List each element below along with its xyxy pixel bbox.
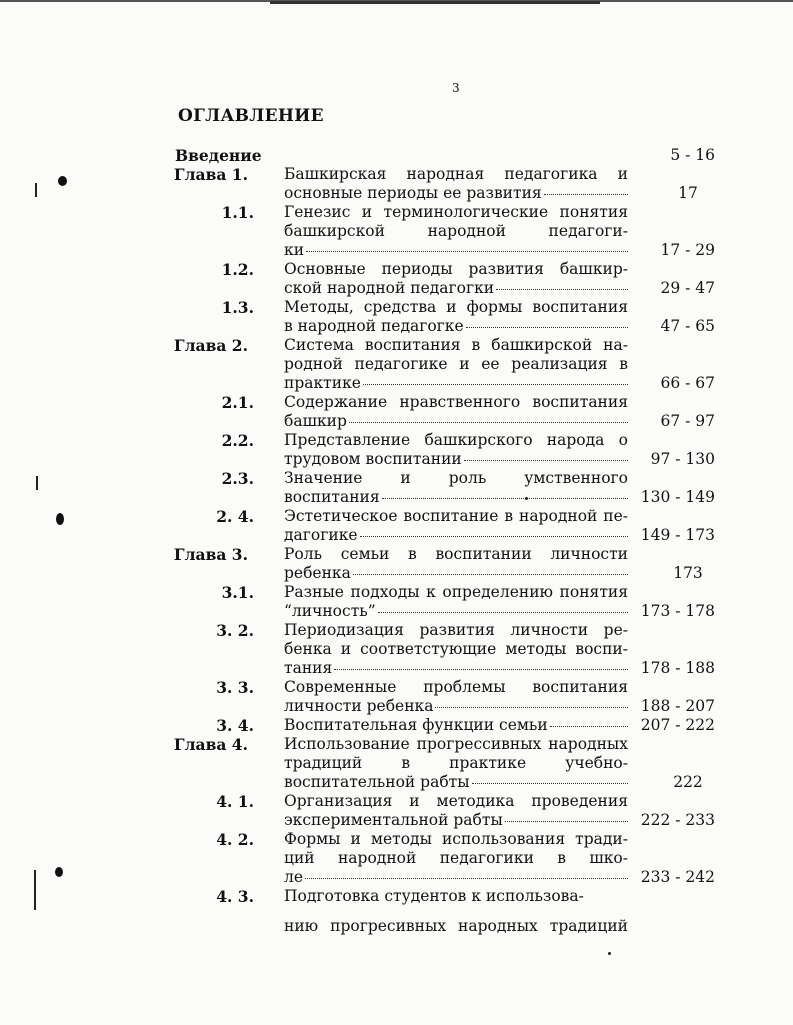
continuation-line: нию прогресивных народных традиций	[284, 917, 628, 935]
toc-entry	[0, 830, 793, 887]
toc-entry-label: 2. 4.	[216, 507, 254, 526]
toc-entry	[0, 716, 793, 735]
dot-leader	[363, 383, 628, 385]
toc-entry-label: Глава 2.	[173, 336, 248, 355]
toc-entry-label: 2.1.	[221, 393, 254, 412]
dot-leader	[334, 668, 628, 670]
toc-entry-label: 3. 2.	[216, 621, 254, 640]
toc-entry-pages: 17 - 29	[660, 241, 715, 259]
toc-entry-label: 3.1.	[221, 583, 254, 602]
toc-entry-text: Современные проблемы воспитания личности ребенка	[284, 678, 628, 715]
toc-entry	[0, 298, 793, 336]
toc-entry-pages: 222 - 233	[640, 811, 715, 829]
toc-entry-label: 2.2.	[221, 431, 254, 450]
toc-entry-pages: 222	[673, 773, 703, 791]
toc-entry	[0, 469, 793, 507]
toc-entry-pages: 5 - 16	[670, 146, 715, 164]
toc-entry-pages: 17	[678, 184, 698, 202]
speck	[608, 952, 611, 955]
scan-edge-mark	[270, 1, 600, 4]
toc-entry-pages: 29 - 47	[660, 279, 715, 297]
dot-leader	[360, 535, 628, 537]
dot-leader	[505, 820, 628, 822]
toc-entry-pages: 47 - 65	[660, 317, 715, 335]
page-number: 3	[452, 81, 460, 95]
toc-entry-text: Башкирская народная педагогика и основные периоды ее развития	[284, 165, 628, 202]
toc-entry	[0, 792, 793, 830]
toc-entry-text: Представление башкирского народа о трудовом воспитании	[284, 431, 628, 468]
toc-entry	[0, 203, 793, 260]
toc-entry-label: 4. 3.	[216, 887, 254, 906]
toc-entry-text	[284, 146, 628, 165]
toc-entry	[0, 735, 793, 792]
toc-entry	[0, 887, 793, 906]
toc-entry-text: Методы, средства и формы воспитания в народной педагогке	[284, 298, 628, 335]
toc-entry-pages: 178 - 188	[640, 659, 715, 677]
dot-leader	[305, 877, 628, 879]
toc-entry	[0, 583, 793, 621]
dot-leader	[544, 193, 628, 195]
toc-entry	[0, 621, 793, 678]
toc-entry-text: Периодизация развития личности ре- бенка и соответстующие методы воспи- тания	[284, 621, 628, 677]
table-of-contents	[0, 146, 793, 906]
toc-entry-pages: 130 - 149	[640, 488, 715, 506]
dot-leader	[306, 250, 628, 252]
toc-entry-pages: 207 - 222	[640, 716, 715, 734]
toc-entry-label: 1.2.	[221, 260, 254, 279]
toc-entry-label: 1.1.	[221, 203, 254, 222]
margin-mark	[35, 183, 37, 197]
toc-entry-pages: 173	[673, 564, 703, 582]
toc-entry-label: Введение	[175, 146, 262, 165]
toc-entry-label: 3. 3.	[216, 678, 254, 697]
dot-leader	[382, 497, 628, 499]
toc-entry-label: 4. 1.	[216, 792, 254, 811]
toc-entry-text: Содержание нравственного воспитания башкир	[284, 393, 628, 430]
toc-entry-text: Подготовка студентов к использова-	[284, 887, 584, 905]
toc-entry	[0, 393, 793, 431]
dot-leader	[464, 459, 628, 461]
toc-entry-text: Разные подходы к определению понятия “личность”	[284, 583, 628, 620]
toc-entry	[0, 507, 793, 545]
toc-entry-label: 3. 4.	[216, 716, 254, 735]
punch-hole-mark	[55, 867, 63, 877]
dot-leader	[472, 782, 628, 784]
punch-hole-mark	[58, 176, 67, 186]
toc-entry-pages: 233 - 242	[640, 868, 715, 886]
toc-entry	[0, 146, 793, 165]
toc-entry-pages: 173 - 178	[640, 602, 715, 620]
margin-mark	[34, 870, 36, 910]
toc-entry-text: Использование прогрессивных народных традиций в практике учебно- воспитательной рабты	[284, 735, 628, 791]
toc-entry-text: Формы и методы использования тради- ций народной педагогики в шко- ле	[284, 830, 628, 886]
toc-entry-label: Глава 3.	[173, 545, 248, 564]
toc-entry-text: Роль семьи в воспитании личности ребенка	[284, 545, 628, 582]
toc-entry-pages: 66 - 67	[660, 374, 715, 392]
toc-entry-label: 1.3.	[221, 298, 254, 317]
toc-entry-pages: 67 - 97	[660, 412, 715, 430]
toc-entry-pages: 188 - 207	[640, 697, 715, 715]
dot-leader	[353, 573, 628, 575]
dot-leader	[496, 288, 628, 290]
dot-leader	[466, 326, 628, 328]
toc-entry-label: Глава 4.	[173, 735, 248, 754]
toc-entry	[0, 260, 793, 298]
toc-entry-text: Организация и методика проведения экспериментальной рабты	[284, 792, 628, 829]
toc-entry-text: Значение и роль умственного воспитания	[284, 469, 628, 506]
toc-entry-text: Воспитательная функции семьи	[284, 716, 628, 735]
toc-entry	[0, 165, 793, 203]
punch-hole-mark	[56, 513, 64, 525]
toc-entry	[0, 678, 793, 716]
toc-entry-text: Эстетическое воспитание в народной пе- дагогике	[284, 507, 628, 544]
toc-entry	[0, 545, 793, 583]
speck	[525, 497, 528, 500]
toc-entry-text: Генезис и терминологические понятия башкирской народной педагоги- ки	[284, 203, 628, 259]
toc-entry	[0, 431, 793, 469]
toc-entry-pages: 97 - 130	[650, 450, 715, 468]
toc-entry-pages: 149 - 173	[640, 526, 715, 544]
toc-entry-label: 2.3.	[221, 469, 254, 488]
toc-entry-text: Система воспитания в башкирской на- родной педагогике и ее реализация в практике	[284, 336, 628, 392]
toc-entry-label: 4. 2.	[216, 830, 254, 849]
dot-leader	[435, 706, 628, 708]
toc-entry-text: Основные периоды развития башкир- ской народной педагогки	[284, 260, 628, 297]
dot-leader	[378, 611, 628, 613]
toc-entry-label: Глава 1.	[173, 165, 248, 184]
dot-leader	[349, 421, 628, 423]
margin-mark	[36, 476, 38, 490]
toc-entry	[0, 336, 793, 393]
page-title: ОГЛАВЛЕНИЕ	[178, 106, 324, 126]
